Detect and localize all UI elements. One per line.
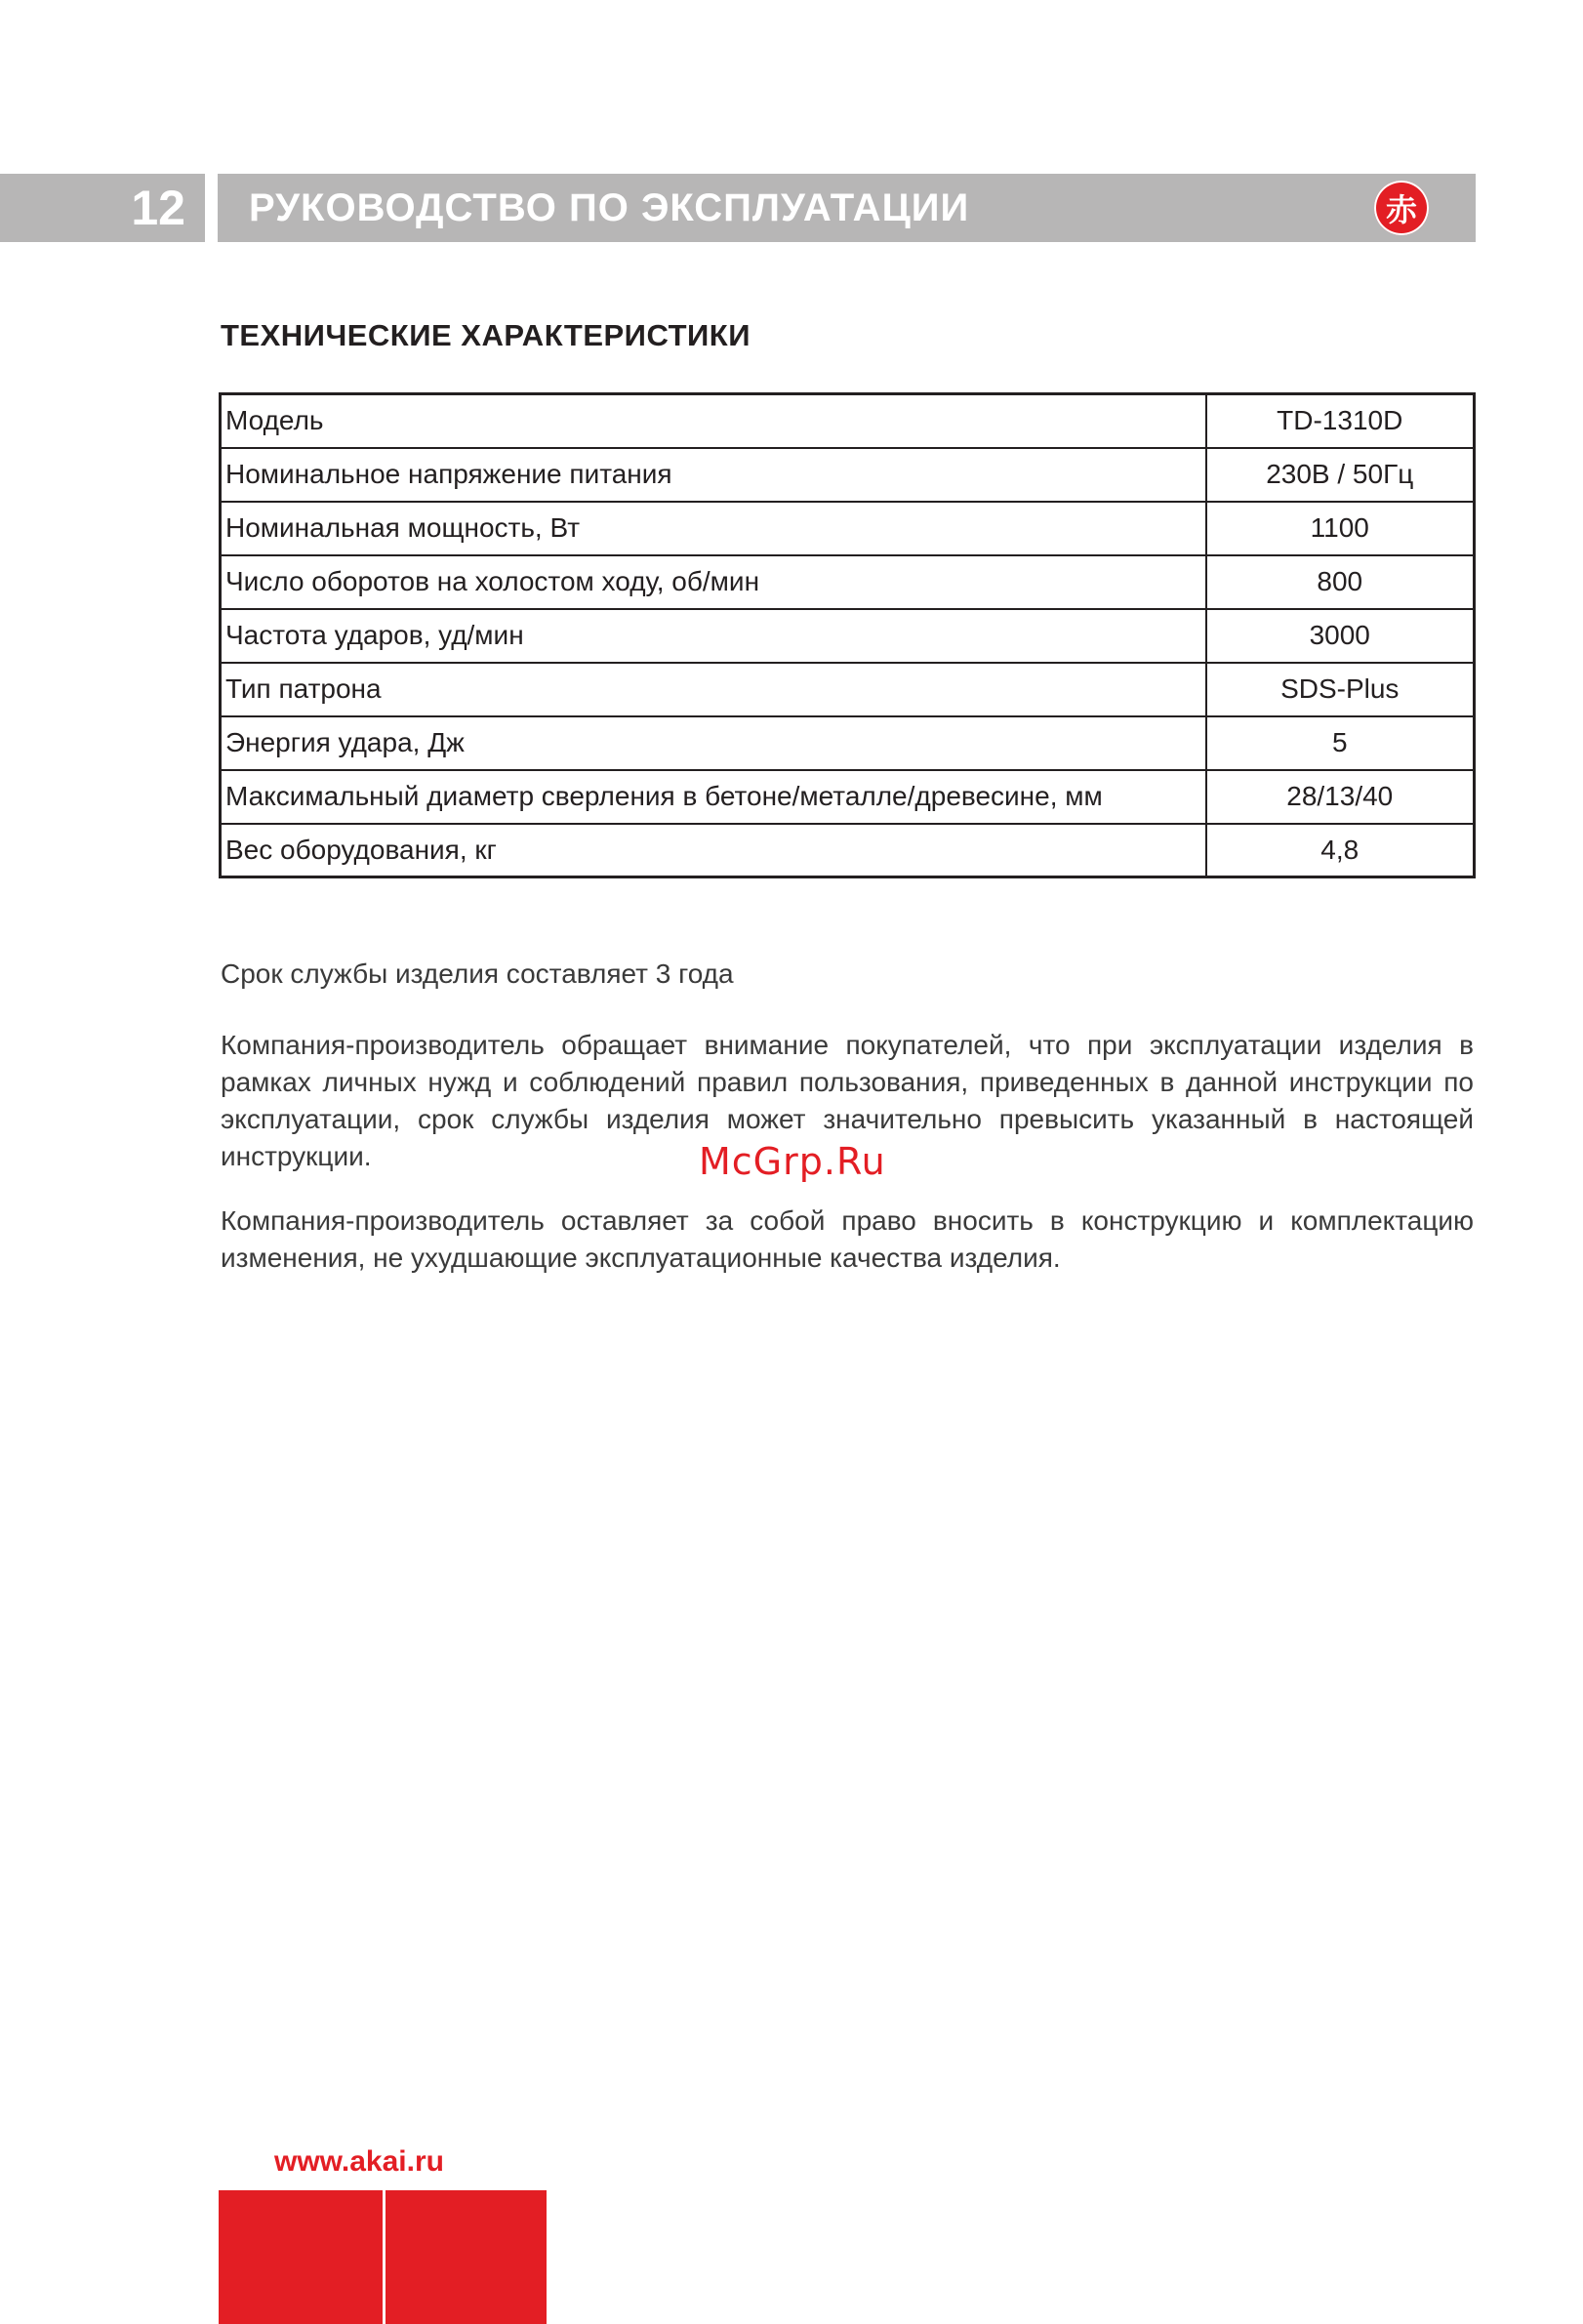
table-row xyxy=(221,394,1475,448)
service-life-text: Срок службы изделия составляет 3 года xyxy=(221,958,734,989)
spec-label: Номинальное напряжение питания xyxy=(221,448,1206,502)
spec-table xyxy=(219,392,1476,878)
table-row xyxy=(221,824,1475,877)
spec-value: 800 xyxy=(1206,555,1475,609)
spec-label: Энергия удара, Дж xyxy=(221,716,1206,770)
spec-value: 230В / 50Гц xyxy=(1206,448,1475,502)
table-row xyxy=(221,716,1475,770)
rights-paragraph: Компания-производитель оставляет за собой право вносить в конструкцию и комплектацию изменения, не ухудшающие эксплуатационные качества изделия. xyxy=(221,1205,1474,1273)
table-row xyxy=(221,663,1475,716)
spec-label: Частота ударов, уд/мин xyxy=(221,609,1206,663)
spec-value: SDS-Plus xyxy=(1206,663,1475,716)
spec-label: Число оборотов на холостом ходу, об/мин xyxy=(221,555,1206,609)
table-row xyxy=(221,502,1475,555)
spec-value: 4,8 xyxy=(1206,824,1475,877)
table-row xyxy=(221,609,1475,663)
spec-label: Модель xyxy=(221,394,1206,448)
spec-value: 1100 xyxy=(1206,502,1475,555)
spec-label: Номинальная мощность, Вт xyxy=(221,502,1206,555)
website-link[interactable]: www.akai.ru xyxy=(274,2145,444,2178)
spec-value: 28/13/40 xyxy=(1206,770,1475,824)
header-title: РУКОВОДСТВО ПО ЭКСПЛУАТАЦИИ xyxy=(218,174,1476,242)
table-row xyxy=(221,770,1475,824)
spec-label: Максимальный диаметр сверления в бетоне/металле/древесине, мм xyxy=(221,770,1206,824)
table-row xyxy=(221,555,1475,609)
watermark: McGrp.Ru xyxy=(699,1140,886,1183)
spec-value: 5 xyxy=(1206,716,1475,770)
akai-logo-icon: 赤 xyxy=(1374,181,1429,235)
section-title: ТЕХНИЧЕСКИЕ ХАРАКТЕРИСТИКИ xyxy=(221,318,751,352)
spec-label: Тип патрона xyxy=(221,663,1206,716)
page-number: 12 xyxy=(0,174,205,242)
notice-paragraph: Компания-производитель обращает внимание покупателей, что при эксплуатации изделия в рамках личных нужд и соблюдений правил пользования, приведенных в данной инструкции по эксплуатации, срок службы изделия может значительно превысить указанный в настоящей инструкции. xyxy=(221,1030,1474,1171)
spec-label: Вес оборудования, кг xyxy=(221,824,1206,877)
spec-value: 3000 xyxy=(1206,609,1475,663)
table-row xyxy=(221,448,1475,502)
footer-divider xyxy=(383,2190,386,2324)
spec-value: TD-1310D xyxy=(1206,394,1475,448)
